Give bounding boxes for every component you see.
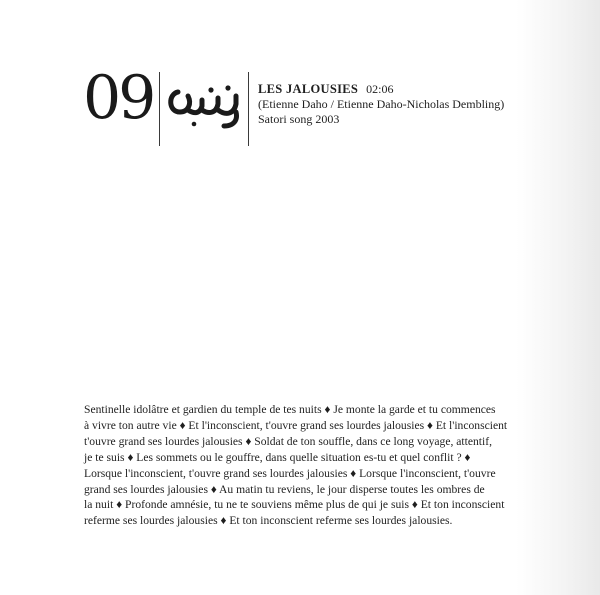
lyric-line: Lorsque l'inconscient, t'ouvre grand ses lourdes jalousies ♦ Lorsque l'inconscient, t'ouvre [84,466,496,480]
lyric-line: grand ses lourdes jalousies ♦ Au matin tu reviens, le jour disperse toutes les ombres de [84,482,485,496]
track-number: 09 [83,63,154,133]
lyric-line: la nuit ♦ Profonde amnésie, tu ne te souviens même plus de qui je suis ♦ Et ton inconscient [84,498,505,512]
divider [248,72,249,146]
track-header [258,82,504,127]
lyric-line: t'ouvre grand ses lourdes jalousies ♦ Soldat de ton souffle, dans ce long voyage, attentif, [84,434,493,448]
lyric-line: Sentinelle idolâtre et gardien du temple de tes nuits ♦ Je monte la garde et tu commences [84,403,496,416]
arabic-calligraphy-title [164,74,244,134]
song-duration: 02:06 [366,82,394,96]
song-title: LES JALOUSIES [258,82,359,96]
lyric-line: referme ses lourdes jalousies ♦ Et ton inconscient referme ses lourdes jalousies. [84,514,453,528]
lyrics-block [84,402,524,529]
lyric-line: à vivre ton autre vie ♦ Et l'inconscient, t'ouvre grand ses lourdes jalousies ♦ Et l'inconscient [84,418,508,432]
song-credits: (Etienne Daho / Etienne Daho-Nicholas Dembling) [258,97,505,111]
divider [159,72,160,146]
song-source: Satori song 2003 [258,112,340,126]
title-line [258,82,504,97]
lyric-line: je te suis ♦ Les sommets ou le gouffre, dans quelle situation es-tu et quel conflit ? ♦ [84,450,471,464]
